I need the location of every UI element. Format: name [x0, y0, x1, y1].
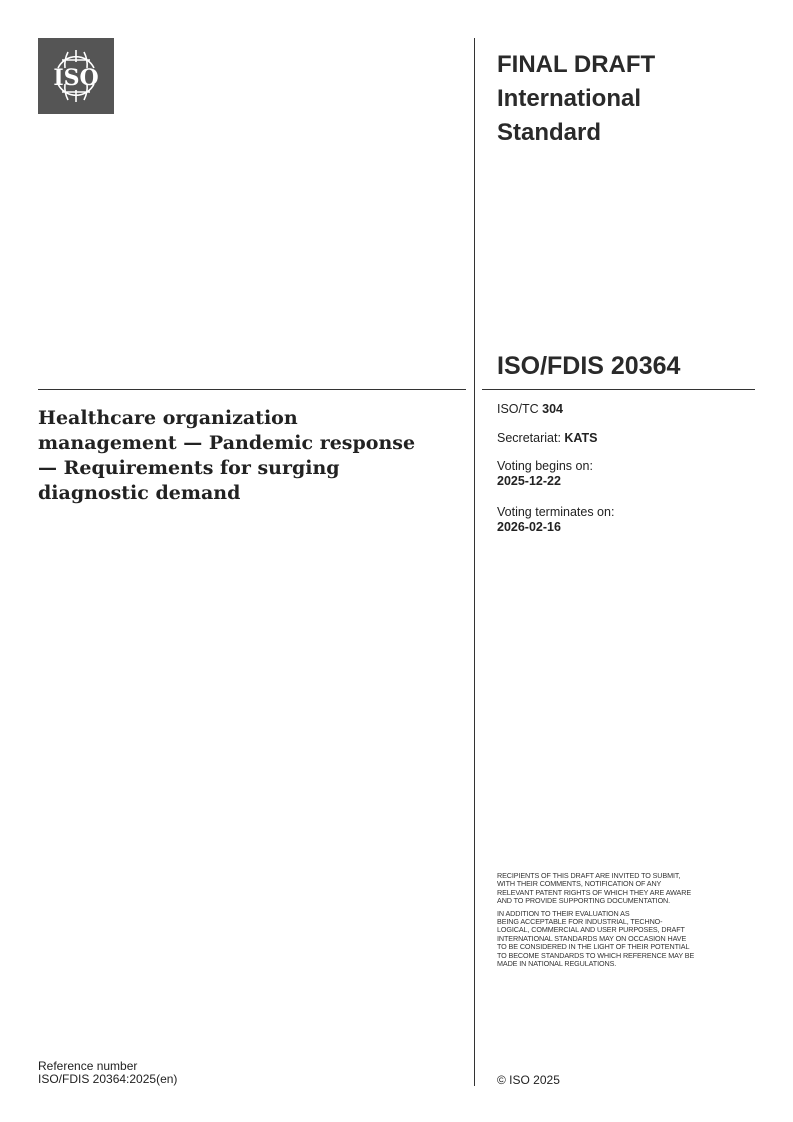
horizontal-divider [482, 389, 755, 390]
document-title [38, 406, 458, 506]
horizontal-divider [38, 389, 466, 390]
title-line: management — Pandemic response [38, 432, 416, 454]
title-line: Healthcare organization [38, 407, 298, 429]
voting-begins: Voting begins on: 2025-12-22 [497, 459, 593, 488]
stage-line: FINAL DRAFT [497, 51, 656, 78]
disclaimer [497, 872, 694, 972]
vertical-divider [474, 38, 475, 1086]
technical-committee: ISO/TC 304 [497, 402, 564, 416]
stage-line: International [497, 85, 642, 112]
title-line: — Requirements for surging [38, 457, 340, 479]
document-number: ISO/FDIS 20364 [497, 352, 681, 380]
svg-text:ISO: ISO [53, 65, 99, 91]
reference-number: Reference number ISO/FDIS 20364:2025(en) [38, 1059, 178, 1086]
stage-line: Standard [497, 119, 602, 146]
copyright: © ISO 2025 [497, 1073, 560, 1087]
document-stage [497, 48, 655, 150]
voting-terminates: Voting terminates on: 2026-02-16 [497, 505, 615, 534]
title-line: diagnostic demand [38, 482, 241, 504]
secretariat: Secretariat: KATS [497, 431, 598, 445]
disclaimer-paragraph: RECIPIENTS OF THIS DRAFT ARE INVITED TO SUBMIT, WITH THEIR COMMENTS, NOTIFICATION OF ANY RELEVANT PATENT RIGHTS OF WHICH THEY ARE AWARE AND TO PROVIDE SUPPORTING DOCUMENTATION. [497, 871, 692, 906]
disclaimer-paragraph: IN ADDITION TO THEIR EVALUATION AS BEING ACCEPTABLE FOR INDUSTRIAL, TECHNO- LOGICAL, COMMERCIAL AND USER PURPOSES, DRAFT INTERNATIONAL STANDARDS MAY ON OCCASION HAVE TO BE CONSIDERED IN THE LIGHT OF THEIR POTENTIAL TO BECOME STANDARDS TO WHICH REFERENCE MAY BE MADE IN NATIONAL REGULATIONS. [497, 908, 695, 969]
iso-logo [38, 38, 114, 114]
